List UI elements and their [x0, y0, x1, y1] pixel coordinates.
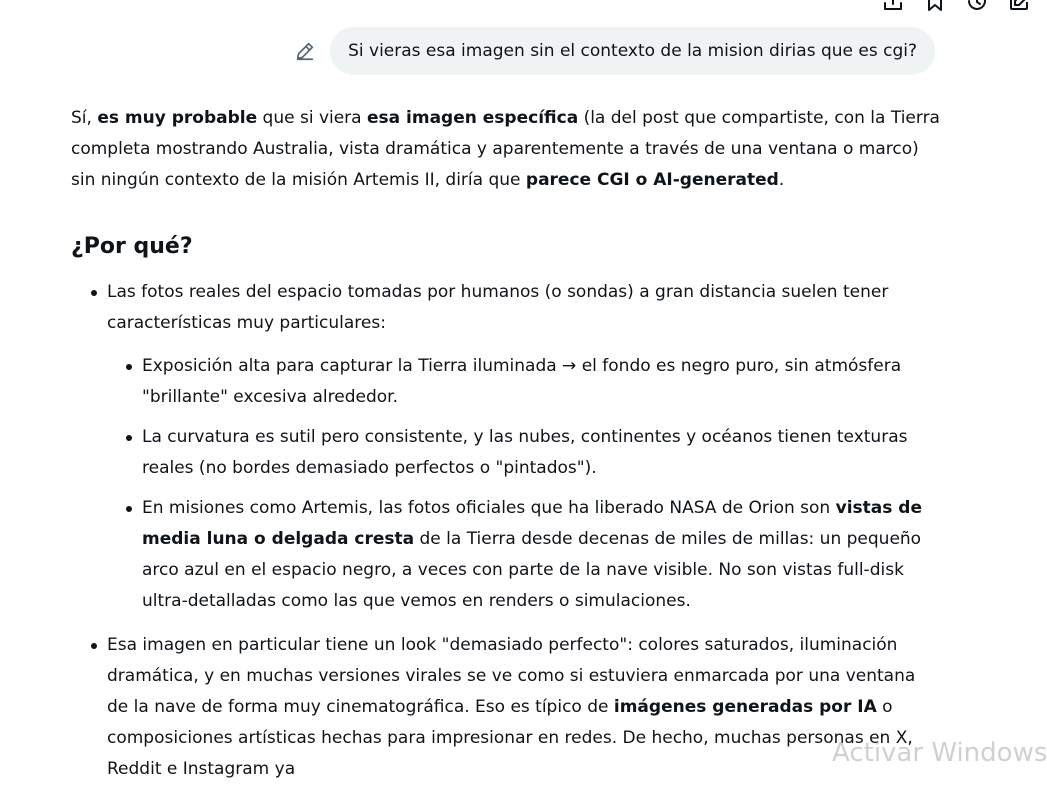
list-item-text: Esa imagen en particular tiene un look "demasiado perfecto": colores saturados, iluminación dramática, y en muchas versiones virales se ve como si estuviera enmarcada por una ventana de la nave de forma muy cinematográfica. Eso es típico de	[107, 635, 916, 717]
bookmark-icon[interactable]	[922, 0, 948, 14]
intro-bold: esa imagen específica	[367, 108, 579, 128]
list-item	[71, 630, 941, 785]
section-heading: ¿Por qué?	[71, 234, 193, 259]
history-icon[interactable]	[964, 0, 990, 14]
top-actions	[880, 0, 1032, 14]
list-item-text: Las fotos reales del espacio tomadas por humanos (o sondas) a gran distancia suelen tener características muy particulares:	[107, 282, 889, 333]
assistant-answer	[71, 103, 941, 785]
sub-list	[107, 351, 941, 617]
intro-paragraph	[71, 103, 941, 196]
reasons-list	[71, 277, 941, 785]
list-item-text: o composiciones artísticas hechas para impresionar en redes. De hecho, muchas personas en X, Reddit e Instagram ya	[107, 697, 913, 779]
user-message-text: Si vieras esa imagen sin el contexto de la mision dirias que es cgi?	[348, 41, 917, 61]
new-chat-icon[interactable]	[1006, 0, 1032, 14]
list-item	[71, 277, 941, 617]
intro-text: .	[778, 170, 785, 190]
sub-list-item	[107, 351, 941, 413]
sub-list-item	[107, 493, 941, 617]
intro-bold: parece CGI o AI-generated	[525, 170, 779, 190]
intro-text: Sí,	[71, 108, 98, 128]
user-message-bubble	[330, 27, 935, 75]
intro-text: que si viera	[257, 108, 367, 128]
sub-list-item-text: En misiones como Artemis, las fotos oficiales que ha liberado NASA de Orion son	[142, 498, 836, 518]
windows-activation-watermark: Activar Windows	[832, 738, 1047, 768]
sub-list-item	[107, 422, 941, 484]
sub-list-item-text: de la Tierra desde decenas de miles de millas: un pequeño arco azul en el espacio negro, a veces con parte de la nave visible. No son vistas full-disk ultra-detalladas como las que vemos en renders o simulaciones.	[142, 529, 922, 611]
sub-list-item-text: Exposición alta para capturar la Tierra iluminada → el fondo es negro puro, sin atmósfera "brillante" excesiva alrededor.	[142, 356, 902, 407]
intro-text: (la del post que compartiste, con la Tierra completa mostrando Australia, vista dramática y aparentemente a través de una ventana o marco) sin ningún contexto de la misión Artemis II, diría que	[71, 108, 940, 190]
edit-pencil-icon[interactable]	[294, 39, 316, 63]
sub-list-item-text: La curvatura es sutil pero consistente, y las nubes, continentes y océanos tienen texturas reales (no bordes demasiado perfectos o "pintados").	[142, 427, 908, 478]
list-item-bold: imágenes generadas por IA	[613, 697, 877, 717]
sub-list-item-bold: vistas de media luna o delgada cresta	[142, 498, 922, 549]
share-icon[interactable]	[880, 0, 906, 14]
intro-bold: es muy probable	[97, 108, 258, 128]
user-message-row	[330, 27, 935, 75]
